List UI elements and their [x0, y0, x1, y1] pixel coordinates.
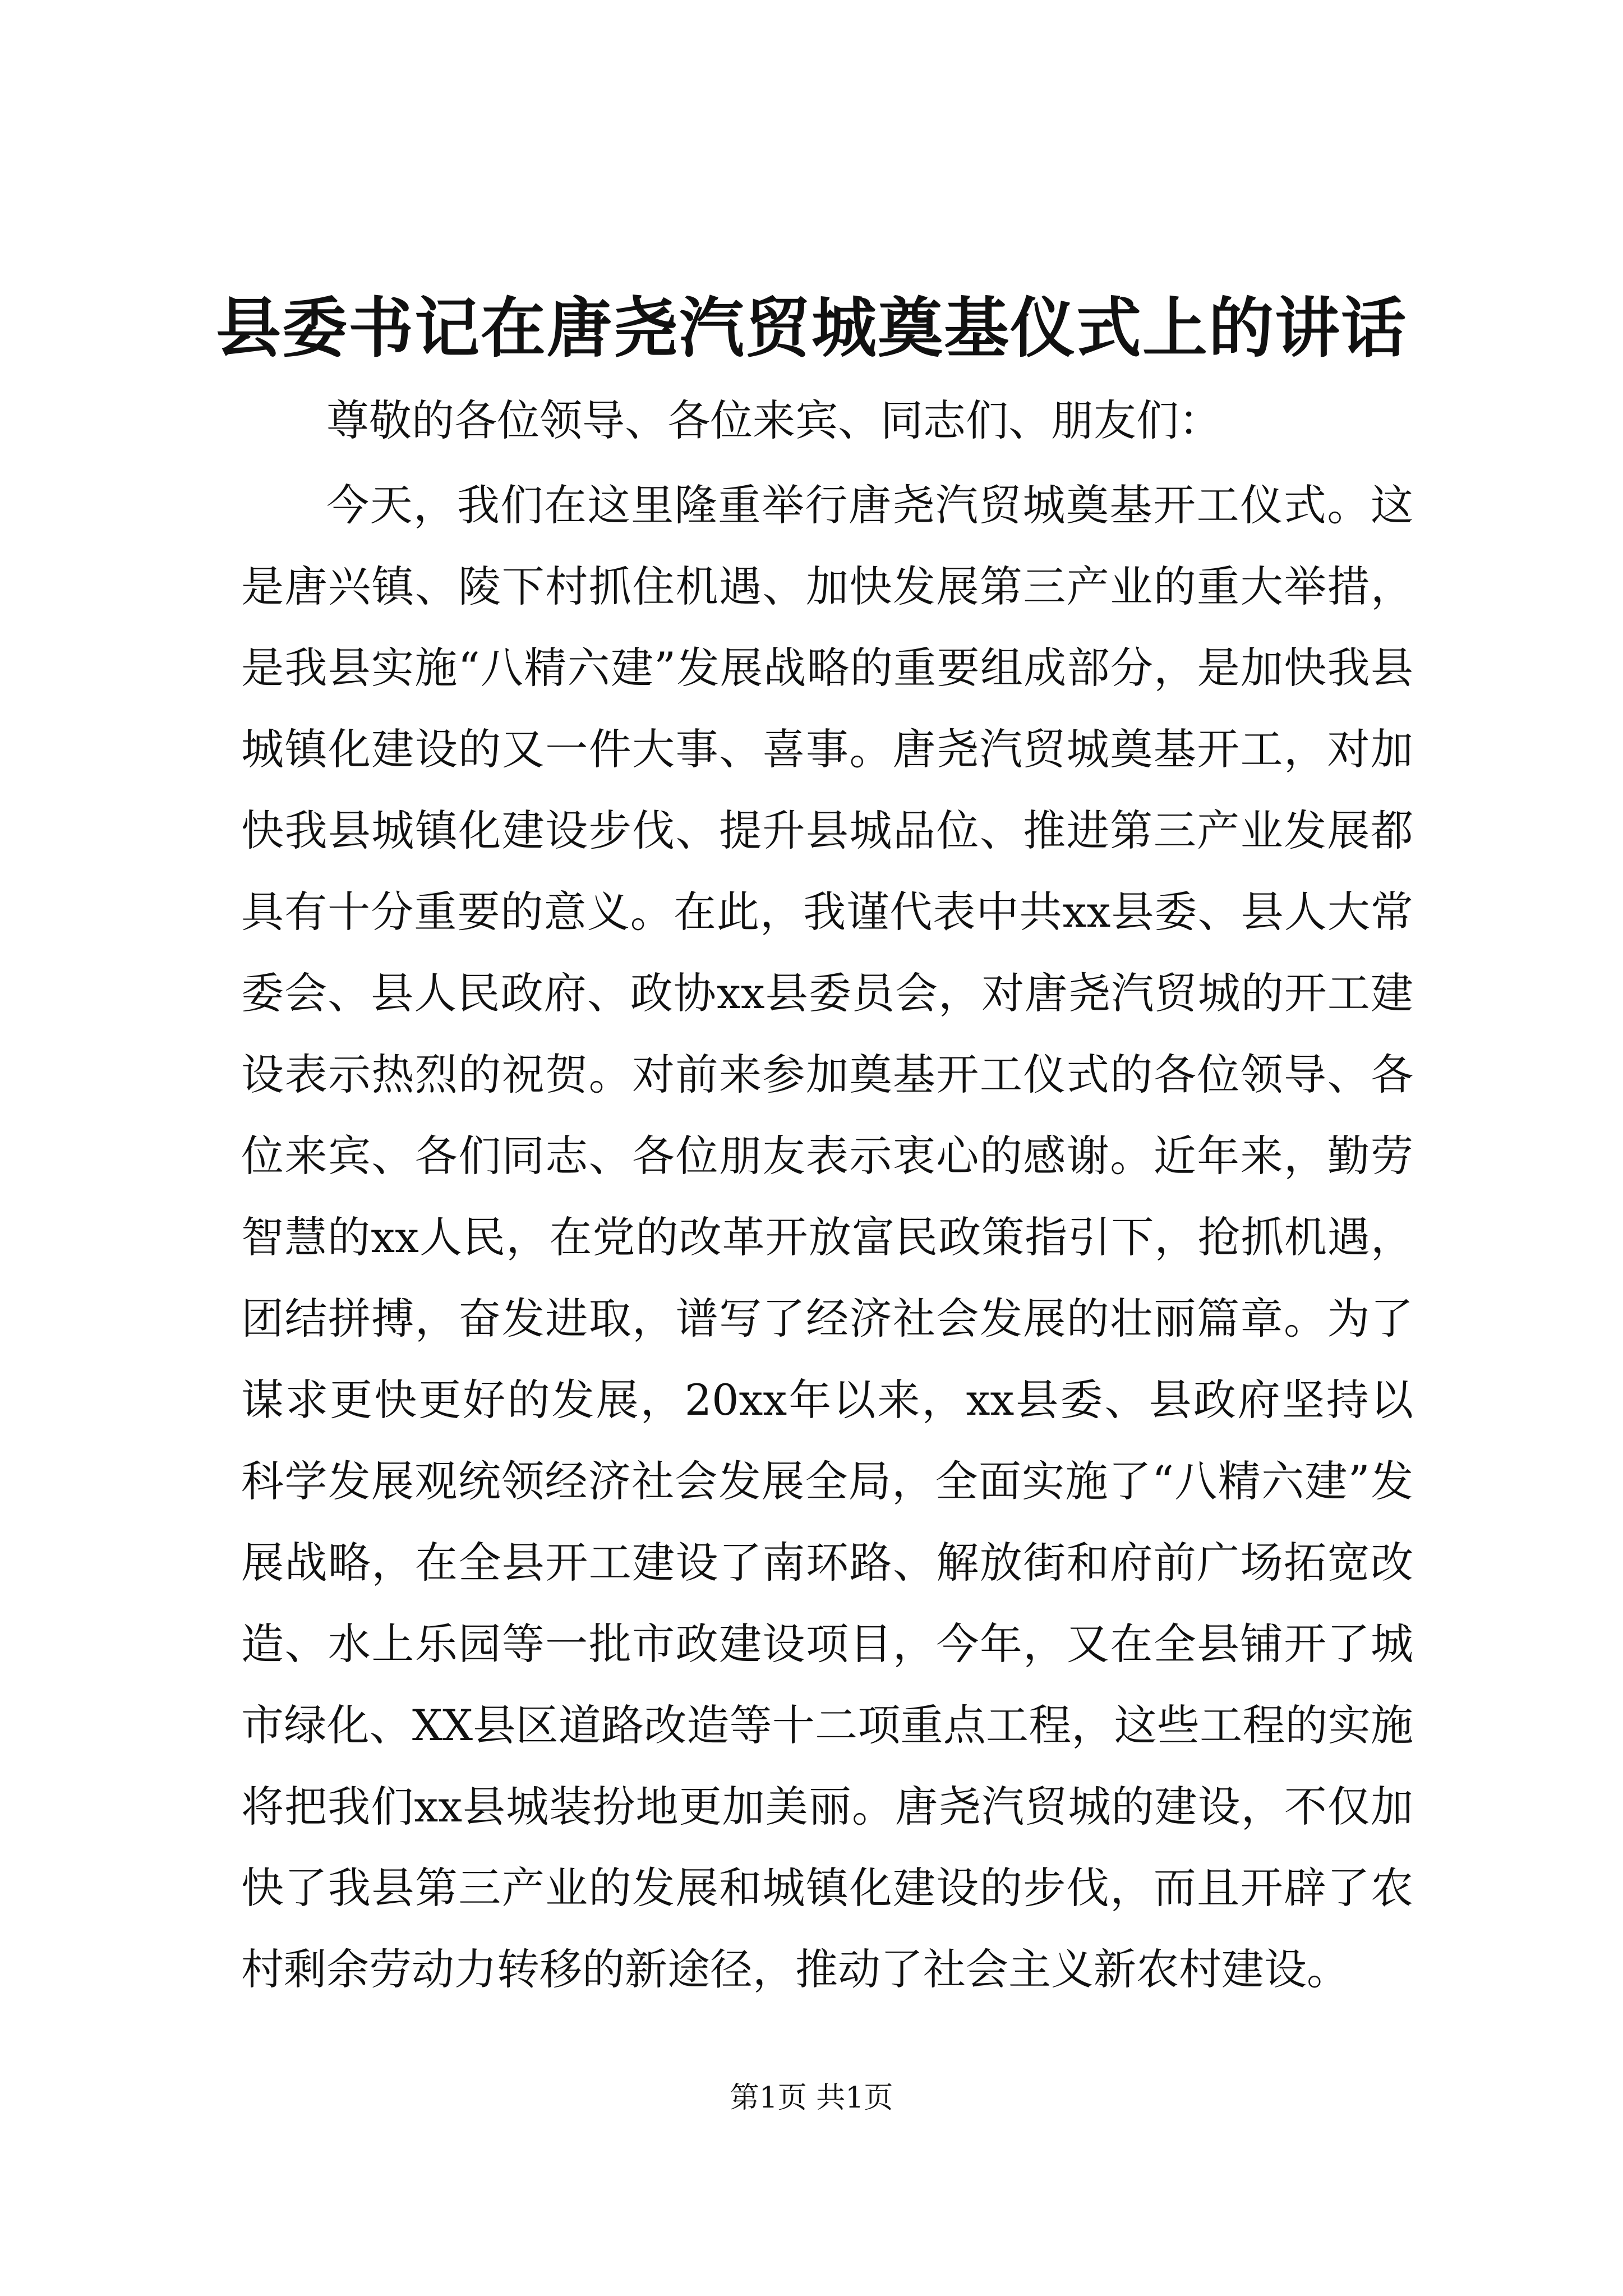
document-title: 县委书记在唐尧汽贸城奠基仪式上的讲话 — [216, 290, 1407, 366]
page-footer: 第1页 共1页 — [730, 2081, 893, 2115]
body-paragraph: 今天，我们在这里隆重举行唐尧汽贸城奠基开工仪式。这是唐兴镇、陵下村抓住机遇、加快发展第三产业的重大举措，是我县实施“八精六建”发展战略的重要组成部分，是加快我县城镇化建设的又一件大事、喜事。唐尧汽贸城奠基开工，对加快我县城镇化建设步伐、提升县城品位、推进第三产业发展都具有十分重要的意义。在此，我谨代表中共xx县委、县人大常委会、县人民政府、政协xx县委员会，对唐尧汽贸城的开工建设表示热烈的祝贺。对前来参加奠基开工仪式的各位领导、各位来宾、各们同志、各位朋友表示衷心的感谢。近年来，勤劳智慧的xx人民，在党的改革开放富民政策指引下，抢抓机遇，团结拼搏，奋发进取，谱写了经济社会发展的壮丽篇章。为了谋求更快更好的发展，20xx年以来，xx县委、县政府坚持以科学发展观统领经济社会发展全局，全面实施了“八精六建”发展战略，在全县开工建设了南环路、解放街和府前广场拓宽改造、水上乐园等一批市政建设项目，今年，又在全县铺开了城市绿化、XX县区道路改造等十二项重点工程，这些工程的实施将把我们xx县城装扮地更加美丽。唐尧汽贸城的建设，不仅加快了我县第三产业的发展和城镇化建设的步伐，而且开辟了农村剩余劳动力转移的新途径，推动了社会主义新农村建设。 — [241, 480, 1413, 1994]
salutation: 尊敬的各位领导、各位来宾、同志们、朋友们： — [326, 395, 1221, 445]
